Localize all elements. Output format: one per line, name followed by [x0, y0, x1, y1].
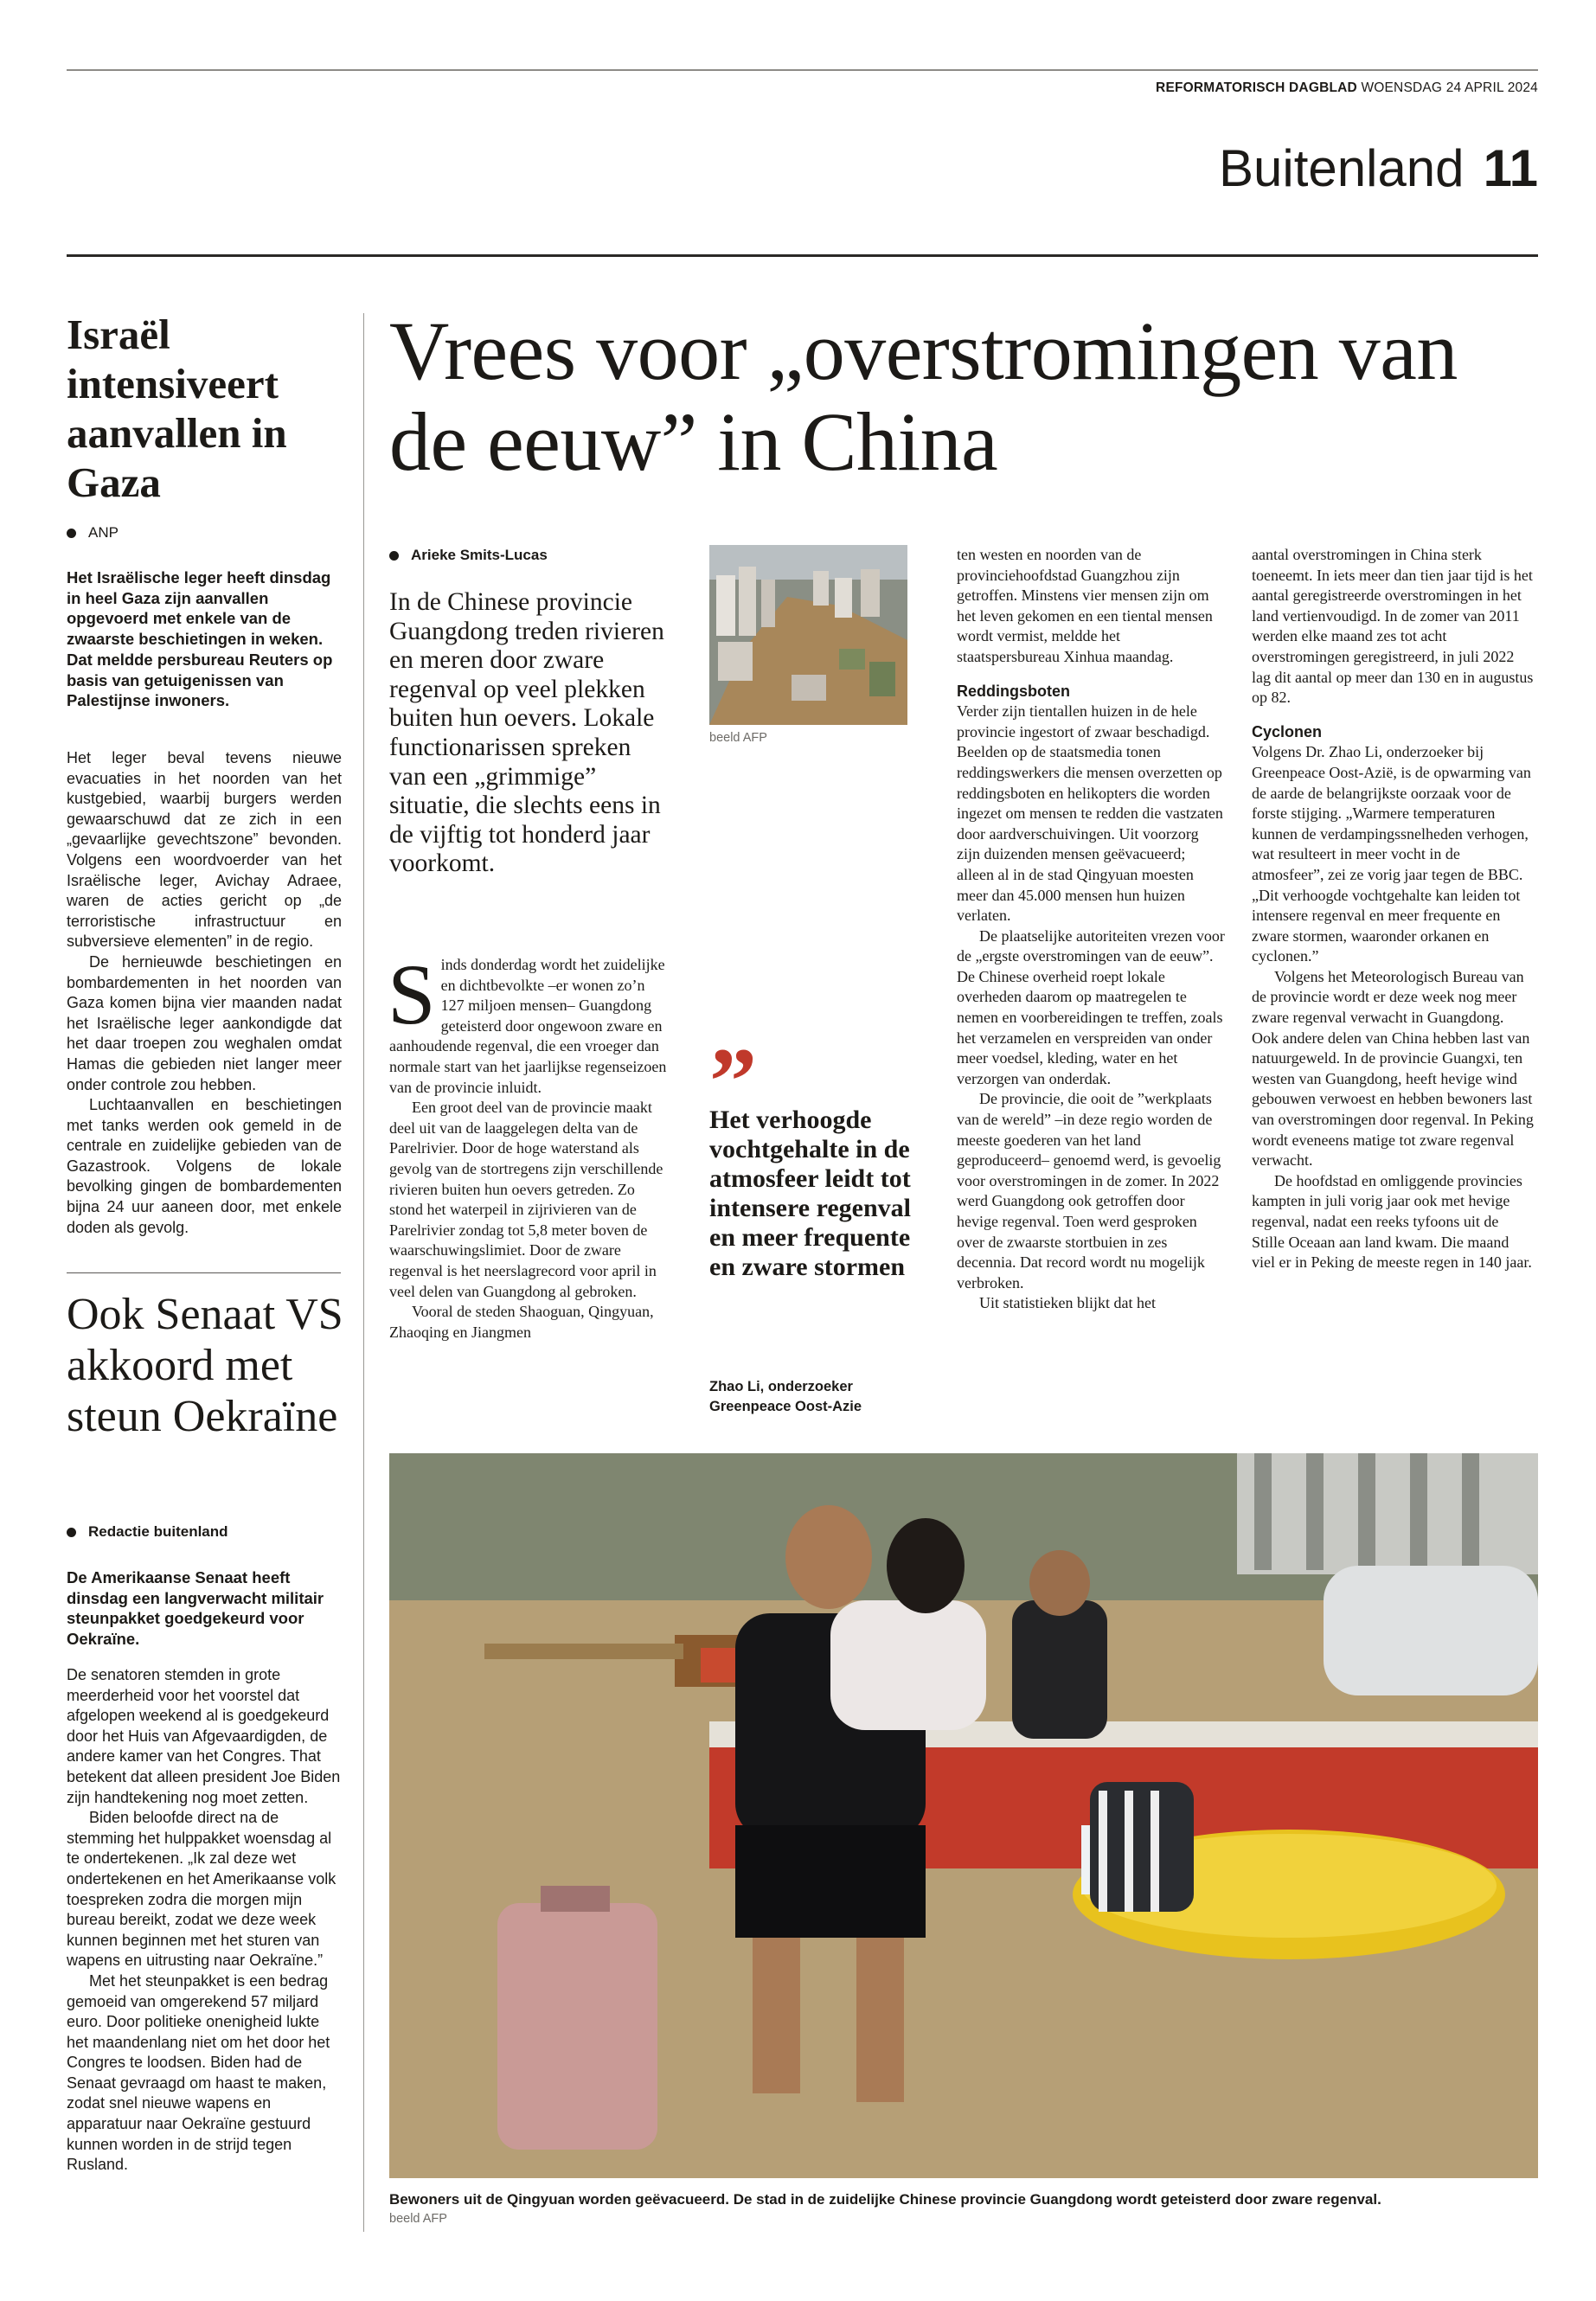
small-photo-credit: beeld AFP	[709, 731, 767, 745]
section-name: Buitenland	[1218, 139, 1465, 197]
drop-cap: S	[388, 946, 436, 1042]
senaat-headline: Ook Senaat VS akkoord met steun Oekraïne	[67, 1290, 343, 1441]
pull-attr-org: Greenpeace Oost-Azie	[709, 1399, 862, 1414]
china-byline	[389, 547, 548, 564]
paragraph: De hoofdstad en omliggende provincies kampten in juli vorig jaar ook met hevige regenval, nadat een reeks tyfoons uit de Stille Oceaan aan land kwam. Die maand viel er in Peking de meeste regen in 140 jaar.	[1252, 1171, 1532, 1272]
senaat-body	[67, 1665, 342, 2176]
header-rule	[67, 254, 1538, 257]
israel-byline	[67, 524, 119, 542]
column-rule	[363, 313, 364, 2232]
paragraph: De senatoren stemden in grote meerderheid voor het voorstel dat afgelopen weekend al is goedgekeurd door het Huis van Afgevaardigden, de andere kamer van het Congres. That betekent dat alleen president Joe Biden zijn handtekening nog moet zetten.	[67, 1666, 341, 1806]
paragraph: De plaatselijke autoriteiten vrezen voor de „ergste overstromingen van de eeuw”. De Chinese overheid roept lokale overheden daarom op maatregelen te nemen en voorbereidingen te treffen, zoals het verzamelen en verspreiden van onder meer voedsel, kleding, water en het verzorgen van onderdak.	[957, 926, 1225, 1087]
paragraph: Verder zijn tientallen huizen in de hele provincie ingestort of zwaar beschadigd. Beelden op de staatsmedia tonen reddingswerkers die mensen overzetten op reddingsboten en helikopters die worden ingezet om mensen te redden die vastzaten door aardverschuivingen. Uit voorzorg zijn duizenden mensen geëvacueerd; alleen al in de stad Qingyuan moesten meer dan 45.000 mensen hun huizen verlaten.	[957, 702, 1223, 925]
paragraph-text: inds donderdag wordt het zuidelijke en dichtbevolkte –er wonen zo’n 127 miljoen mensen– Guangdong geteisterd door ongewoon zware en aanhoudende regenval, die een vroeger dan normale start van het jaarlijkse regenseizoen van de provincie inluidt.	[389, 956, 667, 1096]
israel-headline: Israël intensiveert aanvallen in Gaza	[67, 311, 287, 506]
top-rule	[67, 69, 1538, 71]
paragraph	[388, 946, 671, 1098]
paper-name: REFORMATORISCH DAGBLAD	[1156, 80, 1357, 95]
paragraph: De hernieuwde beschietingen en bombardementen in het noorden van Gaza komen bijna vier maanden nadat het Israëlische leger aankondigde dat het daar troepen zou weghalen omdat Hamas die gebieden niet langer meer onder controle zou hebben.	[67, 952, 342, 1093]
article-separator	[67, 1272, 341, 1273]
quote-mark-icon: ”	[709, 1029, 757, 1134]
pull-quote-attribution	[709, 1377, 921, 1417]
paragraph: Een groot deel van de provincie maakt deel uit van de laaggelegen delta van de Parelrivier. Door de hoge waterstand als gevolg van de stortregens zijn verschillende rivieren buiten hun oevers getreden. Zo stond het waterpeil in zijrivieren van de Parelrivier zondag tot 5,8 meter boven de waarschuwingslimiet. Door de zware regenval is het neerslagrecord voor april in veel delen van Guangdong al gebroken.	[389, 1099, 663, 1300]
pull-attr-name: Zhao Li, onderzoeker	[709, 1379, 853, 1394]
paragraph: De provincie, die ooit de ”werkplaats van de wereld” –in deze regio worden de meeste goederen van het land geproduceerd– genoemd werd, is gevoelig voor overstromingen in de zomer. In 2022 werd Guangdong ook getroffen door hevige regenval. Toen werd gesproken over de zwaarste stortbuien in zes decennia. Dat record wordt nu mogelijk verbroken.	[957, 1090, 1221, 1292]
paragraph: Volgens Dr. Zhao Li, onderzoeker bij Greenpeace Oost-Azië, is de opwarming van de aarde de belangrijkste oorzaak voor de forste stijging. „Warmere temperaturen kunnen de verdampingssnelheden verhogen, wat resulteert in meer vocht in de atmosfeer”, zei ze vorig jaar tegen de BBC. „Dit verhoogde vochtgehalte kan leiden tot intensere regenval en meer frequente en zware stormen, waaronder orkanen en cyclonen.”	[1252, 743, 1531, 965]
bullet-icon	[67, 1528, 76, 1537]
subhead-reddingsboten: Reddingsboten	[957, 682, 1070, 700]
section-header	[1219, 138, 1538, 198]
paragraph: Met het steunpakket is een bedrag gemoeid van omgerekend 57 miljard euro. Door politieke onenigheid lukte het maandenlang niet om het door het Congres te loodsen. Biden had de Senaat gevraagd om haast te maken, zodat snel nieuwe wapens en apparatuur naar Oekraïne gestuurd kunnen worden in de strijd tegen Rusland.	[67, 1971, 330, 2174]
paragraph: ten westen en noorden van de provinciehoofdstad Guangzhou zijn getroffen. Minstens vier mensen zijn om het leven gekomen en een tiental mensen wordt vermist, meldde het staatspersbureau Xinhua maandag.	[957, 546, 1213, 665]
evacuation-photo	[389, 1453, 1538, 2178]
evacuation-image	[389, 1453, 1538, 2178]
aerial-city-image	[709, 545, 907, 725]
paragraph: Luchtaanvallen en beschietingen met tanks werden ook gemeld in de centrale en zuidelijke gebieden van de Gazastrook. Volgens de lokale bevolking gingen de bombardementen bijna 24 uur aaneen door, met enkele doden als gevolg.	[67, 1096, 342, 1236]
israel-source: ANP	[88, 524, 119, 541]
page-number: 11	[1483, 139, 1538, 197]
senaat-lead: De Amerikaanse Senaat heeft dinsdag een langverwacht militair steunpakket goedgekeurd voor Oekraïne.	[67, 1568, 324, 1649]
paragraph: Vooral de steden Shaoguan, Qingyuan, Zhaoqing en Jiangmen	[389, 1303, 654, 1341]
paragraph: Volgens het Meteorologisch Bureau van de provincie wordt er deze week nog meer zware regenval verwacht in Guangdong. Ook andere delen van China hebben last van natuurgeweld. In de provincie Guangxi, ten westen van Guangdong, heeft hevige wind gebouwen verwoest en hebben bewoners last van overstromingen door regenval. In Peking wordt eveneens matige tot zware regenval verwacht.	[1252, 967, 1534, 1170]
bullet-icon	[67, 529, 76, 538]
paragraph: aantal overstromingen in China sterk toeneemt. In iets meer dan tien jaar tijd is het aantal geregistreerde overstromingen in het land vertienvoudigd. In de zomer van 2011 werden elke maand zes tot acht overstromingen geregistreerd, in juli 2022 lag dit aantal op meer dan 130 en in augustus op 82.	[1252, 546, 1534, 707]
china-headline: Vrees voor „overstromingen van de eeuw” in China	[389, 304, 1458, 488]
senaat-source: Redactie buitenland	[88, 1523, 228, 1540]
china-col4	[957, 545, 1225, 1314]
china-col5	[1252, 545, 1534, 1273]
china-intro: In de Chinese provincie Guangdong treden rivieren en meren door zware regenval op veel plekken buiten hun oevers. Lokale functionarissen spreken van een „grimmige” situatie, die slechts eens in de vijftig tot honderd jaar voorkomt.	[389, 588, 664, 878]
israel-lead: Het Israëlische leger heeft dinsdag in heel Gaza zijn aanvallen opgevoerd met enkele van de zwaarste beschietingen in weken. Dat meldde persbureau Reuters op basis van getuigenissen van Palestijnse inwoners.	[67, 568, 333, 710]
photo-credit: beeld AFP	[389, 2212, 447, 2226]
masthead	[1156, 80, 1538, 96]
paragraph: Uit statistieken blijkt dat het	[979, 1294, 1156, 1312]
senaat-byline	[67, 1523, 228, 1541]
photo-caption: Bewoners uit de Qingyuan worden geëvacueerd. De stad in de zuidelijke Chinese provincie Guangdong wordt geteisterd door zware regenval.	[389, 2191, 1381, 2208]
china-col2	[388, 946, 671, 1343]
bullet-icon	[389, 551, 399, 561]
paragraph: Het leger beval tevens nieuwe evacuaties in het noorden van het kustgebied, waarbij burgers werden gewaarschuwd dat ze zich in een „gevaarlijke gevechtszone” bevonden. Volgens een woordvoerder van het Israëlische leger, Avichay Adraee, waren de acties gericht op „de terroristische infrastructuur en subversieve elementen” in de regio.	[67, 749, 342, 951]
paragraph: Biden beloofde direct na de stemming het hulppakket woensdag al te ondertekenen. „Ik zal deze wet ondertekenen en het Amerikaanse volk toespreken zodra die morgen mijn bureau bereikt, zodat we deze week kunnen beginnen met het sturen van wapens en uitrusting naar Oekraïne.”	[67, 1809, 337, 1970]
subhead-cyclonen: Cyclonen	[1252, 722, 1323, 740]
flood-aerial-photo	[709, 545, 907, 725]
pull-quote: Het verhoogde vochtgehalte in de atmosfeer leidt tot intensere regenval en meer frequente en zware stormen	[709, 1106, 912, 1281]
israel-body	[67, 748, 342, 1238]
china-author: Arieke Smits-Lucas	[411, 547, 548, 563]
issue-date: WOENSDAG 24 APRIL 2024	[1361, 80, 1538, 95]
